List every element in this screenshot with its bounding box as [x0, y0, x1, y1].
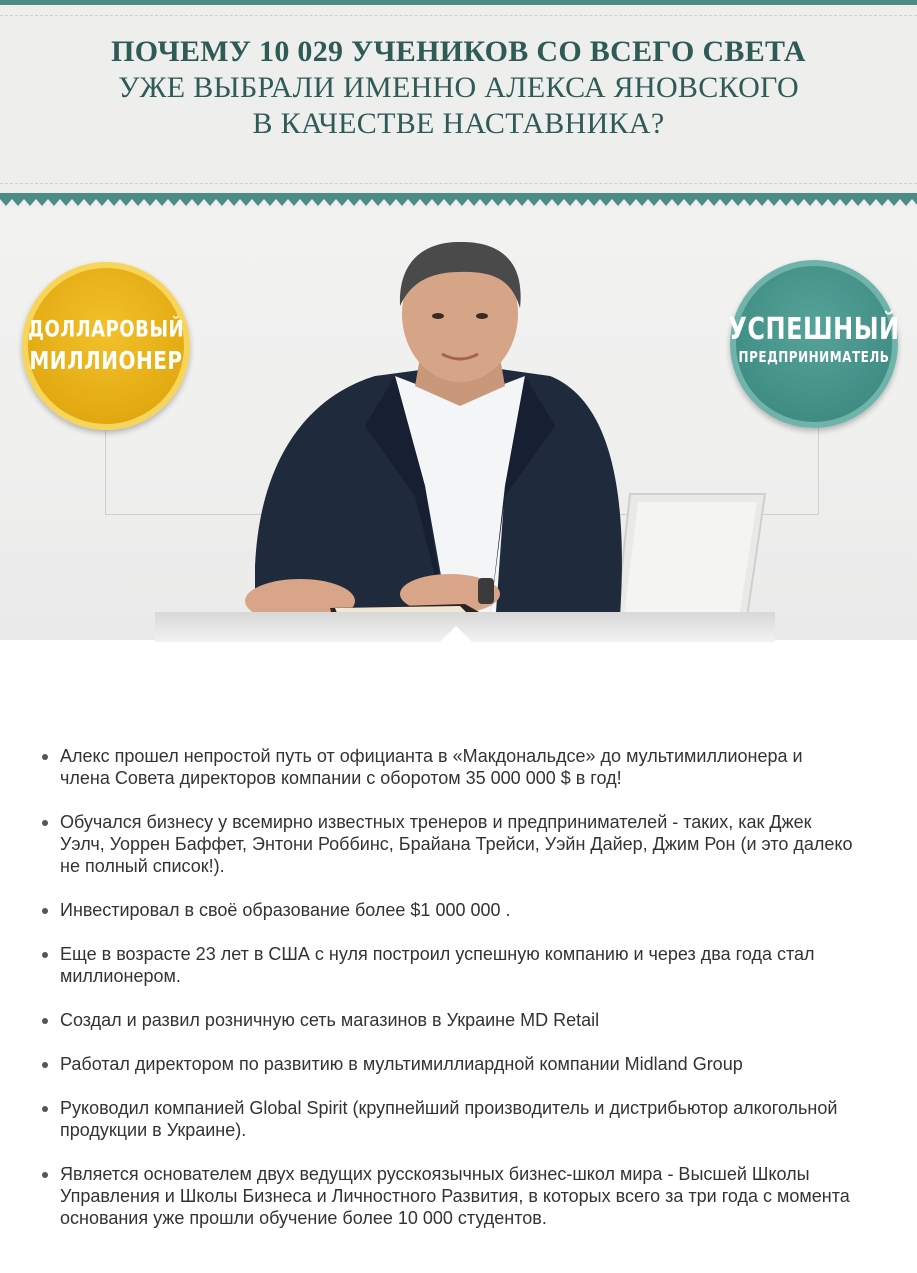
- bullet-icon: [42, 1172, 48, 1178]
- list-item-text: Инвестировал в своё образование более $1 000 000 .: [60, 900, 511, 920]
- title-line-2: УЖЕ ВЫБРАЛИ ИМЕННО АЛЕКСА ЯНОВСКОГО: [118, 71, 799, 104]
- list-item-text: Является основателем двух ведущих русскоязычных бизнес-школ мира - Высшей Школы Управления и Школы Бизнеса и Личностного Развития, в которых всего за три года с момента основания уже прошли обучение более 10 000 студентов.: [60, 1164, 850, 1228]
- list-item-text: Создал и развил розничную сеть магазинов в Украине MD Retail: [60, 1010, 600, 1030]
- list-item-text: Еще в возрасте 23 лет в США с нуля построил успешную компанию и через два года стал миллионером.: [60, 944, 815, 986]
- list-item-text: Руководил компанией Global Spirit (крупнейший производитель и дистрибьютор алкогольной продукции в Украине).: [60, 1098, 838, 1140]
- header-top-stitch: [0, 15, 917, 16]
- top-accent-bar: [0, 0, 917, 5]
- list-item-text: Обучался бизнесу у всемирно известных тренеров и предпринимателей - таких, как Джек Уэлч, Уоррен Баффет, Энтони Роббинс, Брайана Трейси, Уэйн Дайер, Джим Рон (и это далеко не полный список!).: [60, 812, 853, 876]
- bullet-icon: [42, 1018, 48, 1024]
- badge-left-line1: ДОЛЛАРОВЫЙ: [27, 316, 185, 343]
- list-item: [36, 1009, 856, 1031]
- list-item: [36, 811, 856, 877]
- bullet-icon: [42, 1106, 48, 1112]
- bullet-icon: [42, 754, 48, 760]
- zigzag-divider: [0, 193, 917, 207]
- bullet-icon: [42, 820, 48, 826]
- achievements-list: [36, 745, 856, 1229]
- title-line-1: ПОЧЕМУ 10 029 УЧЕНИКОВ СО ВСЕГО СВЕТА: [111, 35, 806, 68]
- list-item: [36, 745, 856, 789]
- list-item-text: Алекс прошел непростой путь от официанта в «Макдональдсе» до мультимиллионера и члена Совета директоров компании с оборотом 35 000 000 $ в год!: [60, 746, 803, 788]
- header-bottom-stitch: [0, 183, 917, 184]
- page-title: [0, 34, 917, 142]
- badge-left-line2: МИЛЛИОНЕР: [29, 345, 183, 375]
- title-line-3: В КАЧЕСТВЕ НАСТАВНИКА?: [252, 107, 665, 140]
- bullet-icon: [42, 1062, 48, 1068]
- list-item: [36, 1053, 856, 1075]
- list-item: [36, 899, 856, 921]
- badge-right-line1: УСПЕШНЫЙ: [728, 311, 900, 347]
- badge-right-line2: ПРЕДПРИНИМАТЕЛЬ: [738, 348, 890, 366]
- page-header: [0, 0, 917, 200]
- section-pointer: [440, 626, 472, 642]
- list-item: [36, 943, 856, 987]
- list-item-text: Работал директором по развитию в мультимиллиардной компании Midland Group: [60, 1054, 743, 1074]
- list-item: [36, 1097, 856, 1141]
- portrait-photo: [160, 236, 770, 640]
- bullet-icon: [42, 952, 48, 958]
- bullet-icon: [42, 908, 48, 914]
- list-item: [36, 1163, 856, 1229]
